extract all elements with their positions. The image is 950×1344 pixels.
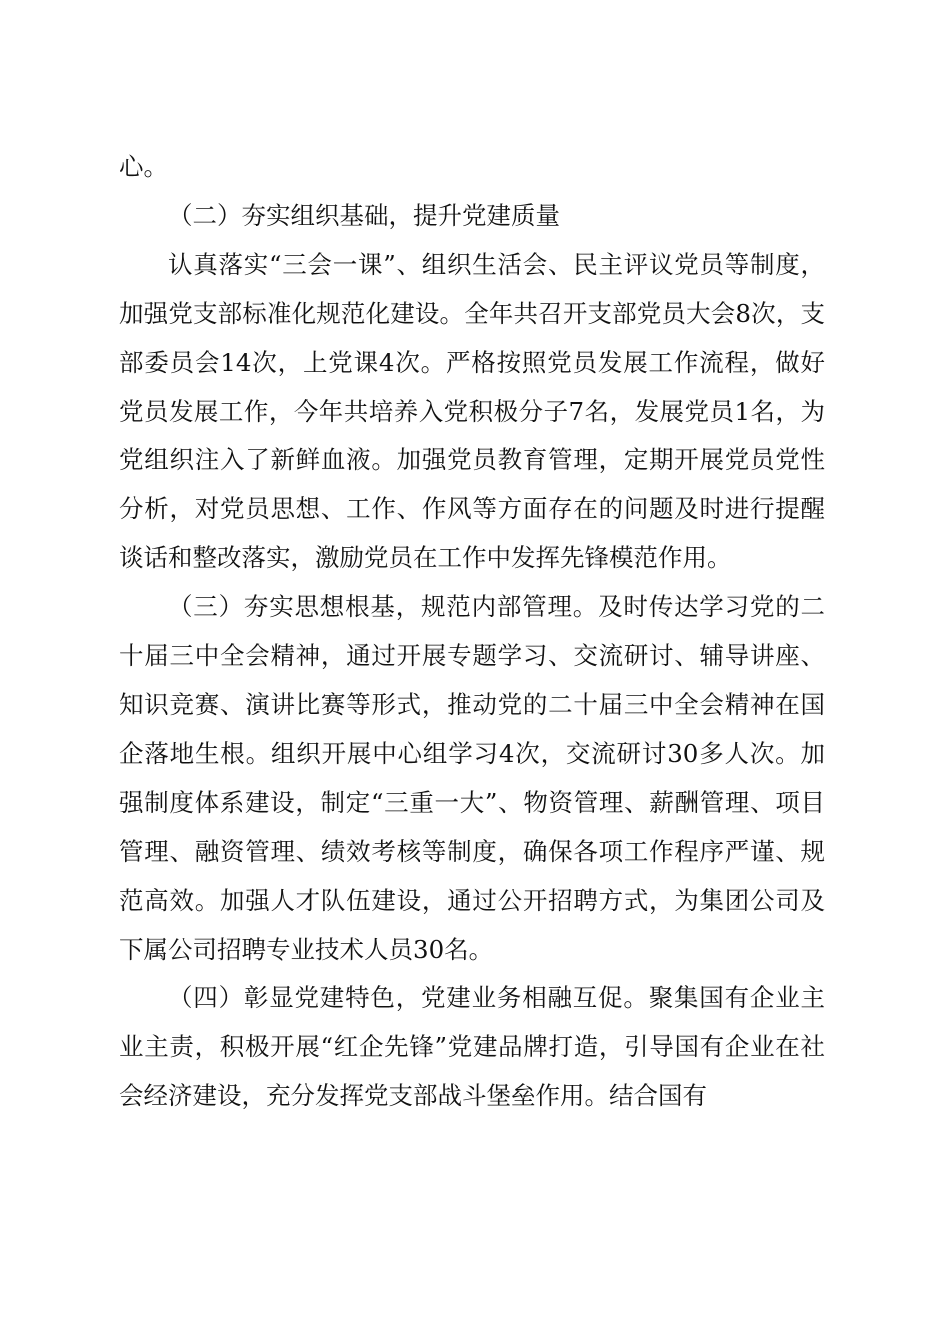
paragraph-continuation: 心。 (119, 152, 168, 181)
document-body (119, 143, 825, 1121)
paragraph-organization: 认真落实“三会一课”、组织生活会、民主评议党员等制度，加强党支部标准化规范化建设。全年共召开支部党员大会8次，支部委员会14次，上党课4次。严格按照党员发展工作流程，做好党员发展工作，今年共培养入党积极分子7名，发展党员1名，为党组织注入了新鲜血液。加强党员教育管理，定期开展党员党性分析，对党员思想、工作、作风等方面存在的问题及时进行提醒谈话和整改落实，激励党员在工作中发挥先锋模范作用。 (119, 249, 825, 573)
paragraph-section-3: （三）夯实思想根基，规范内部管理。及时传达学习党的二十届三中全会精神，通过开展专题学习、交流研讨、辅导讲座、知识竞赛、演讲比赛等形式，推动党的二十届三中全会精神在国企落地生根。组织开展中心组学习4次，交流研讨30多人次。加强制度体系建设，制定“三重一大”、物资管理、薪酬管理、项目管理、融资管理、绩效考核等制度，确保各项工作程序严谨、规范高效。加强人才队伍建设，通过公开招聘方式，为集团公司及下属公司招聘专业技术人员30名。 (119, 592, 825, 964)
section-heading-2: （二）夯实组织基础，提升党建质量 (168, 200, 560, 230)
paragraph-section-4: （四）彰显党建特色，党建业务相融互促。聚集国有企业主业主责，积极开展“红企先锋”党建品牌打造，引导国有企业在社会经济建设，充分发挥党支部战斗堡垒作用。结合国有 (119, 983, 825, 1111)
